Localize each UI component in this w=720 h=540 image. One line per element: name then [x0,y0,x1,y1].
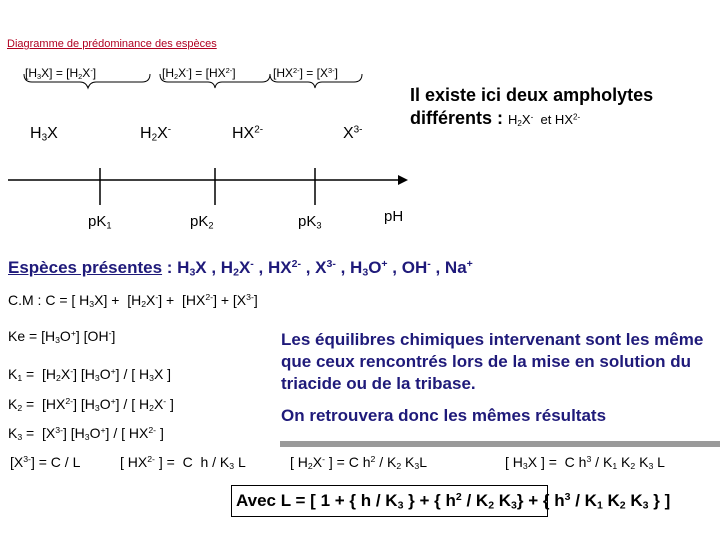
result-hx2: [ $HX^{2-}$ ] = C h / $K_3$ L [120,454,246,472]
boundary-label-3: $[HX^{2-}] = [X^{3-}]$ [273,65,338,80]
species-hx2: $HX^{2-}$ [232,124,264,142]
mass-balance: C.M : C = [ $H_3X] + [H_2X^-] + [HX^{2-}] + [X^{3-}]$ [8,292,258,310]
pk2-label: $pK_2$ [190,213,214,231]
conclusion-text: On retrouvera donc les mêmes résultats [281,406,607,425]
equation-ke: $Ke = [H_3O^+]$ [OH-] [8,328,116,346]
l-definition-box: Avec L = [ 1 + { h / $K_3$ } + { $h^2 / K_2$ $K_3$} + { $h^3 / K_1$ $K_2$ $K_3$ } ] [231,485,548,517]
explanation-box [275,327,720,441]
boundary-label-2: $[H_2X^-] = [HX^{2-}]$ [162,65,236,81]
ph-axis-arrow [398,175,408,185]
equation-k3: $K_3 = [X^{3-}]$ $[H_3O^+]$ / [ $HX^{2-}$ ] [8,425,164,443]
species-h2x: $H_2X^-$ [140,124,172,144]
boundary-label-1: $[H_3X] = [H_2X^-]$ [25,65,97,81]
ph-axis-label: pH [384,208,404,225]
present-species: Espèces présentes : $H_3X$ , $H_2X^-$ , $HX^{2-}$ , $X^{3-}$ , $H_3O^+$ , OH- , Na+ [8,258,473,279]
diagram-title: Diagramme de prédominance des espèces [7,38,217,50]
ampholyte-note: Il existe ici deux ampholytes différents : $H_2X^-$ et $HX^{2-}$ [410,85,654,128]
explanation-text: Les équilibres chimiques intervenant sont les même que ceux rencontrés lors de la mise en solution du triacide ou de la tribase. [281,330,704,393]
result-x3: $[X^{3-}] = C / L$ [10,454,81,470]
result-h3x: [ $H_3X$ ] = C $h^3 / K_1$ $K_2$ $K_3$ L [505,454,665,472]
result-h2x: [ $H_2X^-$ ] = C $h^2 / K_2$ $K_3L$ [290,454,428,472]
species-x3: $X^{3-}$ [343,124,363,142]
equation-k1: $K_1 = [H_2X^-]$ $[H_3O^+]$ / [ $H_3X$ ] [8,366,172,384]
pk1-label: $pK_1$ [88,213,112,231]
pk3-label: $pK_3$ [298,213,322,231]
species-h3x: $H_3X$ [30,125,58,144]
equation-k2: $K_2 = [HX^{2-}]$ $[H_3O^+]$ / [ $H_2X^-$ ] [8,396,174,414]
